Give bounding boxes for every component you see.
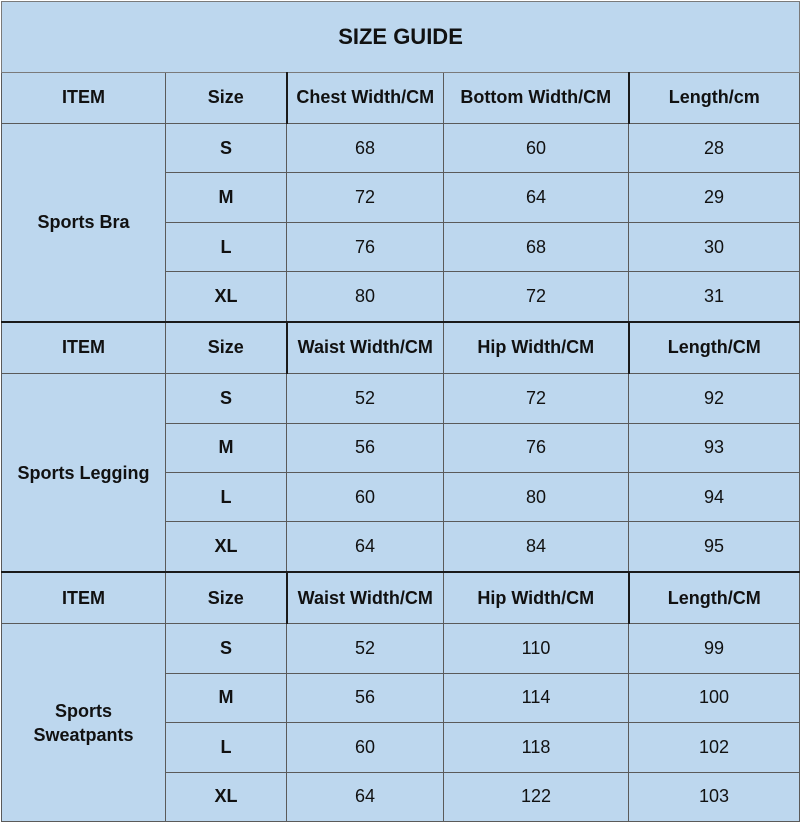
value-cell: 56 [287, 673, 444, 722]
header-measure-1: Waist Width/CM [287, 572, 444, 624]
value-cell: 68 [287, 124, 444, 173]
header-size: Size [166, 322, 287, 374]
value-cell: 52 [287, 374, 444, 423]
value-cell: 72 [444, 272, 629, 322]
value-cell: 72 [444, 374, 629, 423]
section-header-row [2, 322, 800, 374]
value-cell: 31 [629, 272, 800, 322]
table-row [2, 624, 800, 673]
value-cell: 80 [444, 473, 629, 522]
item-name: Sports Bra [2, 124, 166, 322]
value-cell: 99 [629, 624, 800, 673]
header-measure-1: Chest Width/CM [287, 72, 444, 123]
table-row [2, 124, 800, 173]
value-cell: 95 [629, 522, 800, 572]
value-cell: 84 [444, 522, 629, 572]
value-cell: 114 [444, 673, 629, 722]
header-size: Size [166, 72, 287, 123]
page-title: SIZE GUIDE [2, 2, 800, 73]
size-cell: S [166, 624, 287, 673]
value-cell: 94 [629, 473, 800, 522]
header-measure-1: Waist Width/CM [287, 322, 444, 374]
item-name-line-2: Sweatpants [33, 724, 134, 745]
header-size: Size [166, 572, 287, 624]
item-name-line-1: Sports [54, 700, 112, 721]
value-cell: 64 [287, 772, 444, 821]
size-cell: M [166, 673, 287, 722]
header-measure-2: Bottom Width/CM [444, 72, 629, 123]
value-cell: 110 [444, 624, 629, 673]
value-cell: 72 [287, 173, 444, 222]
size-cell: XL [166, 272, 287, 322]
value-cell: 68 [444, 222, 629, 271]
size-cell: XL [166, 522, 287, 572]
value-cell: 56 [287, 423, 444, 472]
size-cell: L [166, 473, 287, 522]
size-cell: L [166, 723, 287, 772]
value-cell: 103 [629, 772, 800, 821]
value-cell: 64 [287, 522, 444, 572]
value-cell: 60 [287, 723, 444, 772]
title-row [2, 2, 800, 73]
size-cell: S [166, 124, 287, 173]
header-measure-3: Length/CM [629, 322, 800, 374]
header-item: ITEM [2, 572, 166, 624]
size-cell: XL [166, 772, 287, 821]
header-measure-2: Hip Width/CM [444, 572, 629, 624]
value-cell: 80 [287, 272, 444, 322]
size-cell: M [166, 173, 287, 222]
header-measure-2: Hip Width/CM [444, 322, 629, 374]
value-cell: 92 [629, 374, 800, 423]
item-name: Sports Legging [2, 374, 166, 572]
size-guide-table [1, 1, 800, 822]
header-measure-3: Length/CM [629, 572, 800, 624]
header-measure-3: Length/cm [629, 72, 800, 123]
value-cell: 76 [444, 423, 629, 472]
value-cell: 29 [629, 173, 800, 222]
value-cell: 102 [629, 723, 800, 772]
value-cell: 64 [444, 173, 629, 222]
table-row [2, 374, 800, 423]
size-cell: L [166, 222, 287, 271]
header-item: ITEM [2, 72, 166, 123]
value-cell: 60 [444, 124, 629, 173]
section-header-row [2, 72, 800, 123]
size-cell: S [166, 374, 287, 423]
size-cell: M [166, 423, 287, 472]
item-name [2, 624, 166, 822]
value-cell: 100 [629, 673, 800, 722]
value-cell: 76 [287, 222, 444, 271]
header-item: ITEM [2, 322, 166, 374]
section-header-row [2, 572, 800, 624]
value-cell: 118 [444, 723, 629, 772]
value-cell: 93 [629, 423, 800, 472]
value-cell: 30 [629, 222, 800, 271]
value-cell: 60 [287, 473, 444, 522]
value-cell: 52 [287, 624, 444, 673]
value-cell: 122 [444, 772, 629, 821]
value-cell: 28 [629, 124, 800, 173]
